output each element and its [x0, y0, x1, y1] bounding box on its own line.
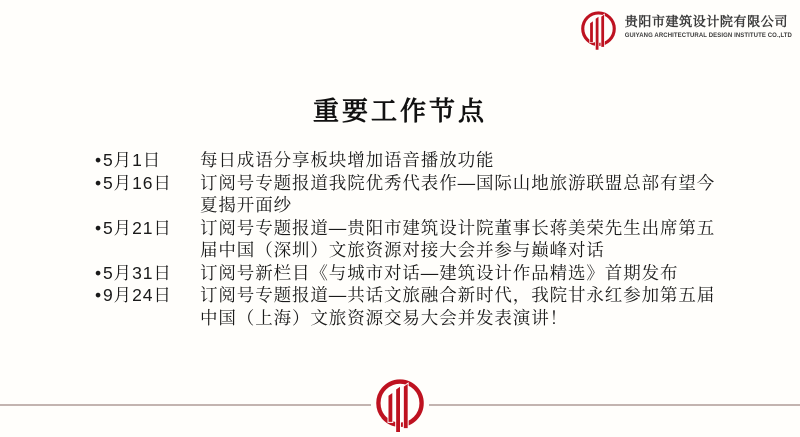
slide-title: 重要工作节点 [312, 96, 487, 126]
date-text: 5月1日 [103, 150, 162, 170]
item-date [95, 217, 200, 262]
item-text: 订阅号专题报道—共话文旅融合新时代，我院甘永红参加第五届中国（上海）文旅资源交易大会并发表演讲！ [200, 285, 716, 328]
item-text: 每日成语分享板块增加语音播放功能 [200, 150, 495, 170]
header-brand [581, 11, 792, 52]
item-date [95, 284, 200, 329]
item-date [95, 262, 200, 285]
bullet-glyph: • [95, 217, 103, 238]
bullet-glyph: • [95, 285, 103, 305]
company-logo-icon [376, 379, 424, 435]
date-text: 5月21日 [103, 217, 172, 238]
company-name-cn: 贵阳市建筑设计院有限公司 [624, 14, 788, 29]
date-text: 5月31日 [103, 262, 172, 283]
item-date [95, 149, 200, 172]
item-text: 订阅号新栏目《与城市对话—建筑设计作品精选》首期发布 [200, 262, 679, 283]
company-name-en: GUIYANG ARCHITECTURAL DESIGN INSTITUTE CO.,LTD [624, 32, 792, 39]
bullet-glyph: • [95, 262, 103, 283]
work-node-list [95, 149, 717, 329]
date-text: 5月16日 [103, 172, 172, 193]
item-text: 订阅号专题报道我院优秀代表作—国际山地旅游联盟总部有望今夏揭开面纱 [200, 172, 716, 215]
bullet-glyph: • [95, 150, 103, 170]
footer-logo [371, 379, 429, 435]
company-logo-icon [581, 11, 616, 52]
brand-text [625, 11, 792, 40]
item-date [95, 172, 200, 217]
bullet-glyph: • [95, 172, 103, 193]
item-text: 订阅号专题报道—贵阳市建筑设计院董事长蒋美荣先生出席第五届中国（深圳）文旅资源对接大会并参与巅峰对话 [200, 217, 716, 260]
date-text: 9月24日 [103, 285, 172, 305]
